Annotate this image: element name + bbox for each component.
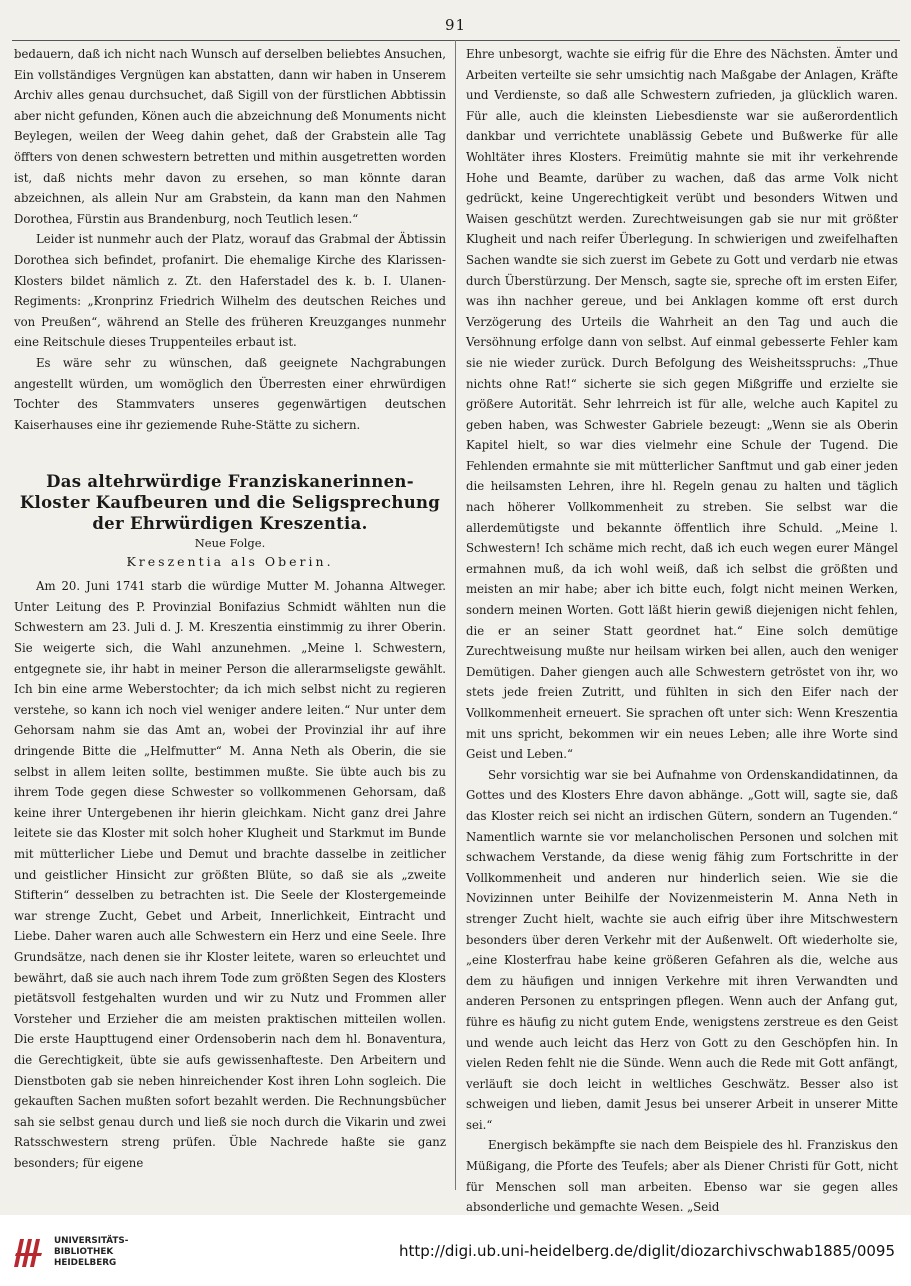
university-library-logo-icon (10, 1235, 46, 1271)
page-url-link[interactable]: http://digi.ub.uni-heidelberg.de/diglit/diozarchivschwab1885/0095 (398, 1242, 895, 1260)
paragraph: Sehr vorsichtig war sie bei Aufnahme von Ordenskandidatinnen, da Gottes und des Klosters Ehre davon abhänge. „Gott will, sagte sie, daß das Kloster reich sei nicht an irdischen Gütern, sondern an Tugenden.“ Namentlich warnte sie vor melancholischen Personen und solchen mit schwachem Verstande, da diese wenig fähig zum Fortschritte in der Vollkommenheit und anderen nur hinderlich seien. Wie sie die Novizinnen unter Beihilfe der Novizenmeisterin M. Anna Neth in strenger Zucht hielt, wachte sie auch eifrig über ihre Mitschwestern besonders über deren Verkehr mit der Außenwelt. Oft wiederholte sie, „eine Klosterfrau habe keine größeren Gefahren als die, welche aus dem zu häufigen und innigen Verkehre mit ihren Verwandten und anderen Personen zu entspringen pflegen. Wenn auch der Anfang gut, führe es häufig zu nicht gutem Ende, wenigstens zerstreue es den Geist und wende auch leicht das Herz von Gott zu den Geschöpfen hin. In vielen Reden fehlt nie die Sünde. Wenn auch die Rede mit Gott anfängt, verläuft sie doch leicht in weltliches Geschwätz. Besser also ist schweigen und lieben, damit Jesus bei unserer Arbeit in unserer Mitte sei.“ (466, 767, 898, 1132)
left-column (14, 44, 446, 1194)
library-name (54, 1236, 128, 1269)
paragraph: Leider ist nunmehr auch der Platz, worauf das Grabmal der Äbtissin Dorothea sich befindet, profanirt. Die ehemalige Kirche des Klarissen-Klosters bildet nämlich z. Zt. den Haferstadel des k. b. I. Ulanen-Regiments: „Kronprinz Friedrich Wilhelm des deutschen Reiches und von Preußen“, während an Stelle des früheren Kreuzganges nunmehr eine Reitschule dieses Truppenteiles erbaut ist. (14, 232, 446, 350)
library-name-line: UNIVERSITÄTS- (54, 1236, 129, 1246)
right-column (466, 44, 898, 1215)
library-name-line: HEIDELBERG (54, 1258, 117, 1268)
column-divider (455, 40, 456, 1190)
viewer-footer (0, 1215, 911, 1286)
article-heading: Das altehrwürdige Franziskanerinnen-Kloster Kaufbeuren und die Seligsprechung der Ehrwürdigen Kreszentia. (19, 472, 441, 534)
paragraph: bedauern, daß ich nicht nach Wunsch auf derselben beliebtes Ansuchen, Ein vollständiges Vergnügen kan abstatten, dann wir haben in Unserem Archiv alles genau durchsuchet, daß Sigill von der fürstlichen Abbtissin aber nicht gefunden, Könen auch die abzeichnung deß Monuments nicht Beylegen, weilen der Weeg dahin gehet, daß der Grabstein alle Tag öffters von denen schwestern betretten und mithin ausgetretten worden ist, daß nichts mehr davon zu ersehen, so man könnte daran abzeichnen, als allein Nur am Grabstein, da kann man den Nahmen Dorothea, Fürstin aus Brandenburg, noch Teutlich lesen.“ (14, 47, 446, 226)
header-rule (12, 40, 900, 41)
article-heading-block (14, 471, 446, 572)
paragraph: Energisch bekämpfte sie nach dem Beispiele des hl. Franziskus den Müßigang, die Pforte des Teufels; aber als Diener Christi für Gott, nicht für Menschen soll man arbeiten. Ebenso war sie gegen alles absonderliche und gemachte Wesen. „Seid (466, 1138, 898, 1215)
paragraph: Es wäre sehr zu wünschen, daß geeignete Nachgrabungen angestellt würden, um womöglich den Überresten einer ehrwürdigen Tochter des Stammvaters unseres gegenwärtigen deutschen Kaiserhauses eine ihr geziemende Ruhe-Stätte zu sichern. (14, 355, 446, 432)
paragraph: Am 20. Juni 1741 starb die würdige Mutter M. Johanna Altweger. Unter Leitung des P. Provinzial Bonifazius Schmidt wählten nun die Schwestern am 23. Juli d. J. M. Kreszentia einstimmig zu ihrer Oberin. Sie weigerte sich, die Wahl anzunehmen. „Meine l. Schwestern, entgegnete sie, ihr habt in meiner Person die allerarmseligste gewählt. Ich bin eine arme Weberstochter; da ich mich selbst nicht zu regieren verstehe, so kann ich noch viel weniger andere leiten.“ Nur unter dem Gehorsam nahm sie das Amt an, wobei der Provinzial ihr auf ihre dringende Bitte die „Helfmutter“ M. Anna Neth als Oberin, die sie selbst in allem leiten sollte, bestimmen mußte. Sie übte auch bis zu ihrem Tode gegen diese Schwester so vollkommenen Gehorsam, daß keine ihrer Untergebenen ihr hierin gleichkam. Nicht ganz drei Jahre leitete sie das Kloster mit solch hoher Klugheit und Starkmut im Bunde mit mütterlicher Liebe und Demut und brachte dasselbe in zeitlicher und geistlicher Hinsicht zur größten Blüte, so daß sie als „zweite Stifterin“ desselben zu betrachten ist. Die Seele der Klostergemeinde war strenge Zucht, Gebet und Arbeit, Innerlichkeit, Eintracht und Liebe. Daher waren auch alle Schwestern ein Herz und eine Seele. Ihre Grundsätze, nach denen sie ihr Kloster leitete, waren so erleuchtet und bewährt, daß sie auch nach ihrem Tode zum größten Segen des Klosters pietätsvoll festgehalten wurden und wir zu Nutz und Frommen aller Vorsteher und Erzieher die am meisten praktischen mitteilen wollen. Die erste Haupttugend einer Ordensoberin nach dem hl. Bonaventura, die Gerechtigkeit, übte sie aufs gewissenhafteste. Den Arbeitern und Dienstboten gab sie neben hinreichender Kost ihren Lohn sogleich. Die gekauften Sachen mußten sofort bezahlt werden. Die Rechnungsbücher sah sie selbst genau durch und ließ sie noch durch die Vikarin und zwei Ratsschwestern streng prüfen. Üble Nachrede haßte sie ganz besonders; für eigene (14, 579, 446, 1170)
paragraph: Ehre unbesorgt, wachte sie eifrig für die Ehre des Nächsten. Ämter und Arbeiten verteilte sie sehr umsichtig nach Maßgabe der Anlagen, Kräfte und Verdienste, so daß alle Schwestern zufrieden, ja glücklich waren. Für alle, auch die kleinsten Liebesdienste war sie außerordentlich dankbar und verrichtete unablässig Gebete und Bußwerke für alle Wohltäter ihres Klosters. Freimütig mahnte sie mit ihr verkehrende Hohe und Beamte, darüber zu wachen, daß das arme Volk nicht gedrückt, keine Ungerechtigkeit verübt und besonders Witwen und Waisen geschützt werden. Zurechtweisungen gab sie nur mit größter Klugheit und nach reifer Überlegung. In schwierigen und zweifelhaften Sachen wandte sie sich zuerst im Gebete zu Gott und verdarb nie etwas durch Überstürzung. Der Mensch, sagte sie, spreche oft im ersten Eifer, was ihn nachher gereue, und bei Anklagen komme oft erst durch Verzögerung des Urteils die Wahrheit an den Tag und auch die Versöhnung erfolge dann von selbst. Auf einmal gebesserte Fehler kam sie nie wieder zurück. Durch Befolgung des Weisheitsspruchs: „Thue nichts ohne Rat!“ sicherte sie sich gegen Mißgriffe und erzielte sie größere Autorität. Sehr lehrreich ist für alle, welche auch Kapitel zu geben haben, was Schwester Gabriele bezeugt: „Wenn sie als Oberin Kapitel hielt, so war dies vielmehr eine Schule der Tugend. Die Fehlenden ermahnte sie mit mütterlicher Sanftmut und gab einer jeden die heilsamsten Lehren, ihre hl. Regeln genau zu halten und täglich nach höherer Vollkommenheit zu streben. Sie selbst war die allerdemütigste und bekannte öffentlich ihre Schuld. „Meine l. Schwestern! Ich schäme mich recht, daß ich euch wegen eurer Mängel ermahnen muß, da ich wohl weiß, daß ich selbst die größten und meisten an mir habe; aber ich bitte euch, folgt nicht meinen Werken, sondern meinen Worten. Gott läßt hierin gewiß diejenigen nicht fehlen, die er an seiner Statt geordnet hat.“ Eine solch demütige Zurechtweisung mußte nur heilsam wirken bei allen, auch den weniger Demütigen. Daher giengen auch alle Schwestern getröstet von ihr, wo stets jede freien Zutritt, und fühlten in sich den Eifer nach der Vollkommenheit erneuert. Sie sprachen oft unter sich: Wenn Kreszentia mit uns spricht, bekommen wir ein neues Leben; alle ihre Worte sind Geist und Leben.“ (466, 47, 898, 762)
page-number: 91 (444, 16, 467, 34)
article-subheading: Neue Folge. (194, 536, 266, 551)
library-name-line: BIBLIOTHEK (54, 1247, 114, 1257)
section-title: Kreszentia als Oberin. (126, 554, 334, 570)
